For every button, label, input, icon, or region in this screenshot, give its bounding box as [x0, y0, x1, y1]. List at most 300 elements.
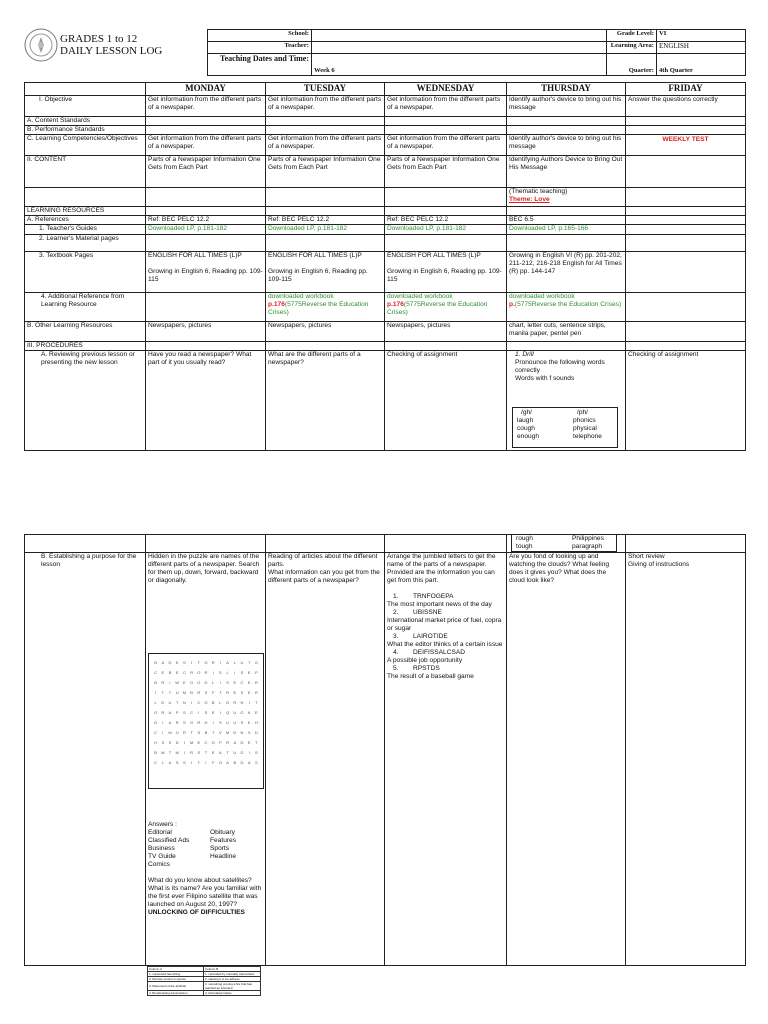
quarter-label: Quarter:	[607, 54, 657, 76]
puzzle-letter: N	[240, 730, 244, 735]
drill-subtitle: Words with f sounds	[515, 375, 575, 382]
puzzle-letter: E	[211, 750, 215, 755]
puzzle-letter: T	[219, 690, 222, 695]
puzzle-letter: U	[233, 750, 237, 755]
empty-cell	[25, 188, 146, 207]
puzzle-letter: E	[175, 660, 179, 665]
other-resources-row	[25, 322, 746, 342]
day-friday: FRIDAY	[626, 83, 746, 96]
textbook-pages: Growing in English 6, Reading pp. 109-115	[268, 268, 368, 283]
puzzle-letter: I	[162, 730, 164, 735]
empty-cell	[626, 216, 746, 225]
cell-link: Downloaded LP, p.165-166	[507, 225, 626, 235]
textbook-title: ENGLISH FOR ALL TIMES (L)P	[148, 252, 242, 259]
jumbled-list	[387, 593, 504, 681]
match-b: 4. Articulated trades	[204, 991, 261, 996]
puzzle-letter: Q	[226, 710, 230, 715]
grade-level-value[interactable]: VI	[657, 30, 746, 42]
cell-text: Ref: BEC PELC 12.2	[385, 216, 507, 225]
satellite-question: What do you know about satellites? What is its name? Are you familiar with the first ever Filipino satellite that was launched on August 20, 1997?	[148, 877, 262, 908]
word-ph: physical	[573, 425, 597, 432]
puzzle-letter: I	[162, 720, 164, 725]
empty-cell	[626, 322, 746, 342]
learning-area-label: Learning Area:	[607, 42, 657, 54]
puzzle-letter: I	[191, 660, 193, 665]
gh-sound: /gh/	[521, 409, 532, 416]
puzzle-letter: E	[247, 680, 251, 685]
puzzle-letter: D	[240, 740, 244, 745]
deped-seal	[24, 28, 58, 62]
puzzle-letter: O	[204, 700, 208, 705]
empty-cell	[146, 342, 266, 351]
empty-cell	[266, 117, 385, 126]
row-label-references: A. References	[25, 216, 146, 225]
quarter-value[interactable]: 4th Quarter	[657, 54, 746, 76]
continued-box	[511, 535, 617, 552]
puzzle-letter: I	[191, 760, 193, 765]
empty-cell	[146, 117, 266, 126]
row-label-teachers-guides: 1. Teacher's Guides	[25, 225, 146, 235]
match-a: 1. successful launching	[148, 972, 204, 977]
word-pair	[517, 417, 613, 425]
word-gh: rough	[516, 535, 533, 542]
jumbled-instructions: Arrange the jumbled letters to get the name of the parts of a newspaper. Provided are the information you can get from this part.	[387, 553, 496, 584]
puzzle-letter: L	[161, 760, 164, 765]
puzzle-letter: S	[183, 720, 186, 725]
puzzle-letter: G	[190, 720, 194, 725]
unlocking-difficulties: UNLOCKING OF DIFFICULTIES	[148, 909, 245, 916]
days-header-blank	[25, 83, 146, 96]
row-label-learning-resources: LEARNING RESOURCES	[25, 207, 146, 216]
puzzle-letter: B	[204, 730, 208, 735]
match-b: 1. controlled by manually transmitted	[204, 972, 261, 977]
cell-text: What are the different parts of a newspaper?	[266, 351, 385, 451]
row-label-content: II. CONTENT	[25, 156, 146, 188]
puzzle-letter: N	[240, 700, 244, 705]
column-b-header: Column B	[204, 967, 261, 972]
puzzle-letter: U	[240, 660, 244, 665]
cell-text: Get information from the different parts of a newspaper.	[146, 96, 266, 117]
procedures-row	[25, 342, 746, 351]
puzzle-letter: S	[197, 750, 201, 755]
puzzle-letter: C	[204, 740, 208, 745]
empty-cell	[385, 207, 507, 216]
word-ph: telephone	[573, 433, 602, 440]
cell-text: BEC 6.5	[507, 216, 626, 225]
matching-type-table	[147, 966, 261, 996]
puzzle-letter: I	[212, 670, 214, 675]
puzzle-letter: B	[154, 750, 157, 755]
puzzle-letter: S	[183, 760, 186, 765]
reverse-crises: (5775Reverse the Education Crises)	[514, 301, 622, 308]
puzzle-letter: R	[175, 720, 179, 725]
answer-row	[148, 829, 264, 837]
textbook-title: ENGLISH FOR ALL TIMES (L)P	[387, 252, 481, 259]
row-label-learners-material: 2. Learner's Material pages	[25, 235, 146, 252]
empty-cell	[25, 535, 146, 553]
puzzle-letter: M	[161, 750, 165, 755]
puzzle-letter: R	[161, 680, 165, 685]
word-gh: tough	[516, 543, 533, 550]
row-label-purpose: B. Establishing a purpose for the lesson	[25, 553, 146, 966]
row-label-additional-reference: 4. Additional Reference from Learning Resource	[25, 293, 146, 322]
puzzle-letter: G	[168, 660, 172, 665]
title-line-1: GRADES 1 to 12	[60, 33, 138, 45]
puzzle-grid	[152, 658, 260, 768]
puzzle-letter: O	[197, 670, 201, 675]
answer-word: Obituary	[210, 829, 235, 836]
column-a-header: Column A	[148, 967, 204, 972]
downloaded-workbook: downloaded workbook	[268, 293, 334, 300]
purpose-thursday: Are you fond of looking up and watching the clouds? What feeling does it gives you? What does the cloud look like?	[507, 553, 626, 966]
puzzle-letter: T	[168, 690, 172, 695]
answer-word: Features	[210, 837, 237, 844]
puzzle-letter: G	[226, 700, 230, 705]
drill-instruction: Pronounce the following words correctly	[515, 359, 605, 374]
puzzle-letter: S	[240, 670, 244, 675]
matching-row	[148, 982, 261, 991]
puzzle-letter: H	[154, 740, 158, 745]
content-row	[25, 156, 746, 188]
puzzle-letter: F	[211, 760, 215, 765]
jumbled-clue: International market price of fuel, copra or sugar	[387, 617, 502, 632]
word-pair	[517, 433, 613, 441]
puzzle-letter: E	[247, 720, 251, 725]
word-pair	[516, 535, 616, 543]
cell-text: Newspapers, pictures	[266, 322, 385, 342]
teacher-field[interactable]	[312, 42, 607, 54]
matching-row	[148, 991, 261, 996]
cell-text: Identifying Authors Device to Bring Out His Message	[507, 156, 626, 188]
puzzle-letter: S	[226, 680, 229, 685]
jumbled-letters: UBISSNE	[413, 609, 442, 616]
answer-word: Headline	[210, 853, 237, 860]
puzzle-letter: O	[154, 710, 158, 715]
answer-word: Editorial	[148, 829, 172, 836]
puzzle-letter: T	[197, 760, 201, 765]
puzzle-letter: S	[247, 730, 251, 735]
puzzle-letter: S	[219, 720, 222, 725]
thematic-cell	[507, 188, 626, 207]
answer-row	[148, 861, 264, 869]
empty-cell	[626, 225, 746, 235]
empty-cell	[146, 535, 266, 553]
puzzle-letter: I	[183, 750, 185, 755]
empty-cell	[385, 342, 507, 351]
puzzle-letter: D	[240, 760, 244, 765]
puzzle-letter: C	[154, 670, 158, 675]
puzzle-letter: C	[182, 670, 186, 675]
jumbled-num: 5.	[393, 665, 399, 672]
puzzle-letter: S	[197, 730, 201, 735]
puzzle-letter: R	[190, 670, 194, 675]
empty-cell	[626, 342, 746, 351]
puzzle-letter: R	[254, 690, 258, 695]
cell-text: Newspapers, pictures	[146, 322, 266, 342]
puzzle-letter: D	[233, 730, 237, 735]
puzzle-letter: P	[219, 740, 222, 745]
cell-text: Checking of assignment	[626, 351, 746, 451]
empty-cell	[385, 126, 507, 135]
puzzle-letter: D	[254, 730, 258, 735]
empty-cell	[626, 252, 746, 293]
thematic-teaching: (Thematic teaching)	[509, 188, 568, 195]
puzzle-letter: T	[168, 750, 172, 755]
puzzle-letter: U	[175, 690, 179, 695]
downloaded-workbook: downloaded workbook	[509, 293, 575, 300]
puzzle-letter: S	[240, 720, 244, 725]
jumbled-word	[387, 633, 504, 641]
puzzle-letter: M	[225, 730, 230, 735]
teaching-dates-value[interactable]: Week 6	[312, 54, 607, 76]
cell-text: Checking of assignment	[385, 351, 507, 451]
empty-cell	[266, 235, 385, 252]
answer-word: TV Guide	[148, 853, 176, 860]
cell-text: chart, letter cuts, sentence strips, manila paper, pentel pen	[507, 322, 626, 342]
puzzle-letter: D	[175, 740, 179, 745]
word-gh: enough	[517, 433, 540, 440]
puzzle-letter: R	[226, 740, 230, 745]
cell-text: Answer the questions correctly	[626, 96, 746, 117]
puzzle-letter: O	[211, 740, 215, 745]
sound-box	[512, 407, 618, 448]
puzzle-letter: R	[204, 670, 208, 675]
grade-level-label: Grade Level:	[607, 30, 657, 42]
word-gh: laugh	[517, 417, 534, 424]
cell-text: Parts of a Newspaper Information One Gets from Each Part	[266, 156, 385, 188]
match-b: 3. something proving a fire that has reached an intended	[204, 982, 261, 991]
puzzle-letter: S	[240, 690, 244, 695]
puzzle-letter: O	[154, 720, 158, 725]
cell-text: Get information from the different parts of a newspaper.	[266, 135, 385, 156]
page-ref: p.176	[268, 301, 285, 308]
puzzle-letter: T	[161, 690, 165, 695]
puzzle-letter: E	[233, 680, 237, 685]
puzzle-letter: R	[233, 700, 237, 705]
empty-cell	[266, 342, 385, 351]
puzzle-letter: A	[219, 750, 222, 755]
empty-cell	[626, 207, 746, 216]
puzzle-letter: M	[168, 730, 172, 735]
puzzle-instructions: Hidden in the puzzle are names of the different parts of a newspaper. Search for them up, down, forward, backward or diagonally.	[148, 553, 260, 584]
cell-text: Ref: BEC PELC 12.2	[266, 216, 385, 225]
day-tuesday: TUESDAY	[266, 83, 385, 96]
title-line-2: DAILY LESSON LOG	[60, 45, 163, 57]
continued-row	[25, 535, 746, 553]
empty-cell	[266, 207, 385, 216]
empty-cell	[385, 188, 507, 207]
textbook-pages: Growing in English 6, Reading pp. 109-115	[148, 268, 263, 283]
puzzle-letter: V	[219, 730, 222, 735]
puzzle-letter: A	[168, 760, 172, 765]
puzzle-letter: D	[161, 700, 165, 705]
puzzle-letter: S	[183, 660, 186, 665]
puzzle-letter: T	[190, 730, 193, 735]
puzzle-letter: A	[161, 660, 165, 665]
empty-cell	[266, 535, 385, 553]
empty-cell	[507, 235, 626, 252]
empty-cell	[266, 126, 385, 135]
lesson-table-page1	[24, 82, 746, 451]
cell-link: Downloaded LP, p.181-182	[146, 225, 266, 235]
jumbled-clue: The result of a baseball game	[387, 673, 474, 680]
jumbled-num: 4.	[393, 649, 399, 656]
cell-text: Identify author's device to bring out his message	[507, 135, 626, 156]
jumbled-letters: RPSTDS	[413, 665, 440, 672]
puzzle-letter: I	[205, 760, 207, 765]
day-thursday: THURSDAY	[507, 83, 626, 96]
puzzle-letter: T	[204, 750, 208, 755]
cell-link: Downloaded LP, p.181-182	[266, 225, 385, 235]
puzzle-letter: U	[233, 720, 237, 725]
cell-text: Get information from the different parts of a newspaper.	[146, 135, 266, 156]
learning-area-value[interactable]: ENGLISH	[657, 42, 746, 54]
answer-word: Business	[148, 845, 175, 852]
puzzle-letter: I	[212, 720, 214, 725]
textbook-pages: Growing in English 6, Reading pp. 109-115	[387, 268, 502, 283]
row-label-performance-standards: B. Performance Standards	[25, 126, 146, 135]
puzzle-letter: S	[161, 740, 165, 745]
teachers-guides-row	[25, 225, 746, 235]
objective-row	[25, 96, 746, 117]
puzzle-letter: I	[248, 750, 250, 755]
puzzle-letter: L	[219, 700, 222, 705]
jumbled-word	[387, 593, 504, 601]
sound-header	[517, 409, 613, 417]
word-ph: phonics	[573, 417, 596, 424]
empty-cell	[626, 126, 746, 135]
puzzle-letter: I	[169, 680, 171, 685]
row-label-competencies: C. Learning Competencies/Objectives	[25, 135, 146, 156]
row-label-reviewing: A. Reviewing previous lesson or presenting the new lesson	[25, 351, 146, 451]
page-ref: p.	[509, 301, 515, 308]
row-label-objective: I. Objective	[25, 96, 146, 117]
additional-ref-cell	[507, 293, 626, 322]
puzzle-letter: I	[234, 670, 236, 675]
puzzle-letter: S	[183, 710, 186, 715]
puzzle-letter: C	[154, 730, 158, 735]
puzzle-letter: I	[191, 700, 193, 705]
textbook-thursday: Growing in English VI (R) pp. 201-202, 211-212, 216-218 English for All Times (R) pp. 144-147	[507, 252, 626, 293]
header-table	[207, 29, 746, 76]
puzzle-letter: I	[219, 680, 221, 685]
puzzle-letter: C	[197, 700, 201, 705]
puzzle-letter: S	[255, 750, 258, 755]
drill-heading: 1. Drill	[515, 351, 534, 358]
puzzle-letter: S	[219, 670, 222, 675]
empty-cell	[507, 126, 626, 135]
empty-cell	[507, 342, 626, 351]
row-label-content-standards: A. Content Standards	[25, 117, 146, 126]
word-pair	[517, 425, 613, 433]
purpose-tuesday: Reading of articles about the different parts. What information can you get from the different parts of a newspaper?	[266, 553, 385, 966]
puzzle-letter: D	[204, 680, 208, 685]
puzzle-letter: T	[197, 660, 201, 665]
cell-text: Newspapers, pictures	[385, 322, 507, 342]
puzzle-letter: U	[233, 710, 237, 715]
puzzle-letter: E	[175, 670, 179, 675]
page-ref: p.176	[387, 301, 404, 308]
puzzle-letter: R	[211, 660, 215, 665]
textbook-cell	[266, 252, 385, 293]
puzzle-letter: K	[247, 710, 251, 715]
cell-link: Downloaded LP, p.181-182	[385, 225, 507, 235]
jumbled-num: 3.	[393, 633, 399, 640]
day-monday: MONDAY	[146, 83, 266, 96]
puzzle-letter: T	[211, 730, 215, 735]
empty-cell	[146, 126, 266, 135]
match-b: 2. causing it to be achieve	[204, 977, 261, 982]
teaching-dates-label: Teaching Dates and Time:	[208, 54, 312, 76]
purpose-row	[25, 553, 746, 966]
puzzle-letter: S	[204, 690, 208, 695]
empty-cell	[507, 117, 626, 126]
references-row	[25, 216, 746, 225]
thematic-row	[25, 188, 746, 207]
puzzle-letter: B	[168, 670, 172, 675]
puzzle-letter: O	[218, 760, 222, 765]
empty-cell	[385, 535, 507, 553]
word-gh: cough	[517, 425, 535, 432]
puzzle-letter: E	[247, 740, 251, 745]
purpose-monday	[146, 553, 266, 966]
puzzle-letter: L	[233, 660, 236, 665]
puzzle-letter: E	[183, 680, 186, 685]
theme-love: Theme: Love	[509, 196, 550, 203]
match-a: 2. Remote-control computer	[148, 977, 204, 982]
empty-cell	[626, 535, 746, 553]
puzzle-letter: I	[219, 660, 221, 665]
cell-text: Have you read a newspaper? What part of it you usually read?	[146, 351, 266, 451]
cell-text: Ref: BEC PELC 12.2	[146, 216, 266, 225]
learners-material-row	[25, 235, 746, 252]
puzzle-letter: E	[247, 670, 251, 675]
empty-cell	[626, 117, 746, 126]
textbook-title: ENGLISH FOR ALL TIMES (L)P	[268, 252, 362, 259]
puzzle-letter: S	[168, 740, 172, 745]
row-label-other-resources: B. Other Learning Resources	[25, 322, 146, 342]
puzzle-letter: C	[190, 710, 194, 715]
school-field[interactable]	[312, 30, 607, 42]
word-pair	[516, 543, 616, 551]
jumbled-letters: TRNFOGEPA	[413, 593, 454, 600]
learning-resources-row	[25, 207, 746, 216]
puzzle-letter: M	[182, 690, 187, 695]
puzzle-letter: R	[197, 690, 201, 695]
textbook-cell	[385, 252, 507, 293]
puzzle-letter: N	[182, 700, 186, 705]
textbook-row	[25, 252, 746, 293]
reviewing-row	[25, 351, 746, 451]
jumbled-clue: What the editor thinks of a certain issue	[387, 641, 503, 648]
puzzle-letter: R	[226, 690, 230, 695]
reverse-crises: (5775Reverse the Education Crises)	[387, 301, 488, 316]
jumbled-word	[387, 649, 504, 657]
jumbled-word	[387, 609, 504, 617]
content-standards-row	[25, 117, 746, 126]
answers-label: Answers :	[148, 821, 177, 828]
day-wednesday: WEDNESDAY	[385, 83, 507, 96]
puzzle-letter: A	[226, 660, 229, 665]
empty-cell	[626, 156, 746, 188]
empty-cell	[266, 188, 385, 207]
puzzle-letter: A	[168, 710, 172, 715]
puzzle-letter: M	[175, 750, 179, 755]
puzzle-letter: T	[255, 740, 258, 745]
puzzle-letter: L	[226, 670, 229, 675]
empty-cell	[146, 207, 266, 216]
puzzle-letter: D	[240, 750, 244, 755]
